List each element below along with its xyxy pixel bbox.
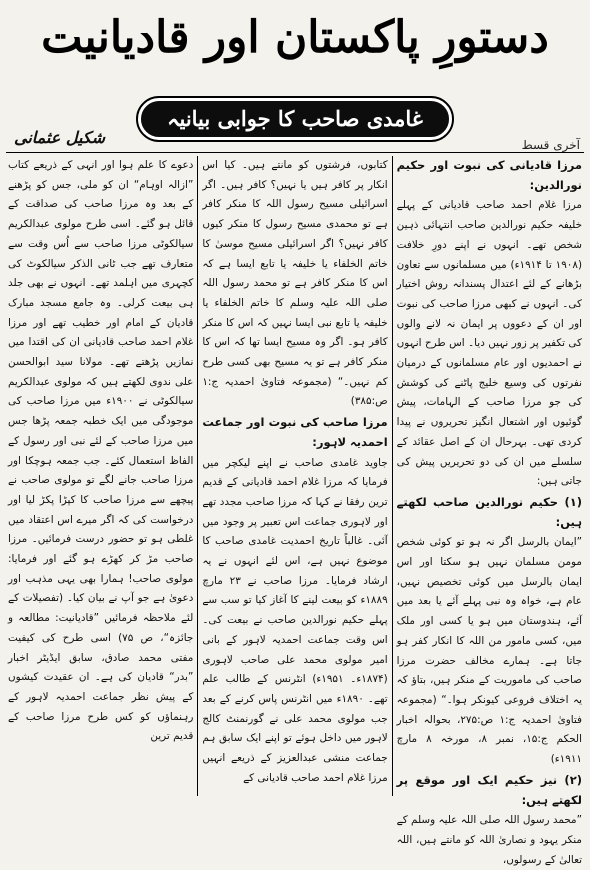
column-rule bbox=[392, 156, 393, 796]
column-2 bbox=[200, 156, 389, 796]
author-byline: شکیل عثمانی bbox=[14, 128, 106, 147]
section-heading: مرزا قادیانی کی نبوت اور حکیم نورالدین: bbox=[396, 158, 582, 192]
column-rule bbox=[197, 156, 198, 796]
column-1 bbox=[395, 156, 584, 866]
article-subtitle-banner: غامدی صاحب کا جوابی بیانیہ bbox=[138, 98, 452, 140]
paragraph: کتابوں، فرشتوں کو مانتے ہیں۔ کیا اس انکار پر کافر ہیں یا نہیں؟ کافر ہیں۔ اگر اسرائیلی مسیح رسول اللہ کا منکر کافر ہے تو محمدی مسیح رسول کا منکر کیوں کافر نہیں؟ اگر اسرائیلی مسیح موسیٰ کا خاتم الخلفاء یا خلیفہ یا تابع ایسا ہے کہ اس کا منکر کافر ہے تو محمد رسول اللہ صلی اللہ علیہ وسلم کا خاتم الخلفاء یا خلیفہ یا تابع نبی ایسا نہیں کہ اس کا منکر کافر ہو۔ اگر وہ مسیح ایسا تھا کہ اس کا منکر کافر ہے تو یہ مسیح بھی کسی طرح کم نہیں۔“ (مجموعہ فتاویٰ احمدیہ ج:۱ ص:۳۸۵) bbox=[202, 159, 388, 408]
paragraph: مرزا غلام احمد صاحب قادیانی کے پہلے خلیفہ حکیم نورالدین صاحب انتہائی ذہین شخص تھے۔ انہوں نے اپنے دورِ خلافت (۱۹۰۸ تا ۱۹۱۴ء) میں مسلمانوں سے تعاون بڑھانے کے لئے اعتدال پسندانہ روش اختیار کی۔ انہوں نے کبھی مرزا صاحب کی نبوت اور ان کے دعووں پر ایمان نہ لانے والوں کی تکفیر پر زور نہیں دیا۔ اس طرح انہوں نے احمدیوں اور عام مسلمانوں کے درمیان نفرتوں کی وسیع خلیج پاٹنے کی کوشش کی جو مرزا صاحب کے الہامات، پیش گوئیوں اور اشتعال انگیز تحریروں نے پیدا کردی تھی۔ بہرحال ان کے اصل عقائد کے سلسلے میں ان کی دو تحریریں پیش کی جاتی ہیں: bbox=[396, 199, 582, 488]
section-heading: (۱) حکیم نورالدین صاحب لکھتے ہیں: bbox=[396, 494, 582, 529]
article-columns bbox=[6, 156, 584, 866]
section-heading: (۲) نیز حکیم ایک اور موقع پر لکھتے ہیں: bbox=[396, 772, 582, 807]
column-3 bbox=[6, 156, 195, 796]
paragraph: ”محمد رسول اللہ صلی اللہ علیہ وسلم کے منکر یہود و نصاریٰ اللہ کو مانتے ہیں، اللہ تعالیٰ کے رسولوں، bbox=[396, 814, 582, 866]
article-title: دستورِ پاکستان اور قادیانیت bbox=[41, 12, 549, 63]
section-heading: مرزا صاحب کی نبوت اور جماعت احمدیہ لاہور: bbox=[202, 415, 388, 449]
paragraph: جاوید غامدی صاحب نے اپنے لیکچر میں فرمایا کہ مرزا غلام احمد قادیانی کے قدیم ترین رفقا نے کہا کہ مرزا صاحب مجدد تھے اور لاہوری جماعت اس تعبیر پر وجود میں آئی۔ غالباً تاریخ احمدیت غامدی صاحب کا موضوع نہیں ہے، اس لئے انہوں نے یہ ارشاد فرمایا۔ مرزا صاحب نے ۲۳ مارچ ۱۸۸۹ء کو بیعت لینے کا آغاز کیا تو سب سے پہلے حکیم نورالدین صاحب نے بیعت کی۔ اس وقت جماعت احمدیہ لاہور کے بانی امیر مولوی محمد علی صاحب لاہوری (۱۸۷۴ء۔ ۱۹۵۱ء) انٹرنس کے طالب علم تھے۔ ۱۸۹۰ء میں انٹرنس پاس کرنے کے بعد جب مولوی محمد علی نے گورنمنٹ کالج لاہور میں داخل ہوئے تو اپنے ایک سابق ہم جماعت منشی عبدالعزیز کے ذریعے انہیں مرزا غلام احمد صاحب قادیانی کے bbox=[202, 456, 388, 784]
paragraph: ”ایمان بالرسل اگر نہ ہو تو کوئی شخص مومن مسلمان نہیں ہو سکتا اور اس ایمان بالرسل میں کوئی تخصیص نہیں، عام ہے، خواہ وہ نبی پہلے آئے یا بعد میں آئے، ہندوستان میں ہو یا کسی اور ملک میں، کسی مامور من اللہ کا انکار کفر ہو جاتا ہے۔ ہمارے مخالف حضرت مرزا صاحب کی ماموریت کے منکر ہیں، بتاؤ کہ یہ اختلاف فروعی کیونکر ہوا۔“ (مجموعہ فتاویٰ احمدیہ ج:۱ ص:۲۷۵، بحوالہ اخبار الحکم ج:۱۵، نمبر ۸، مورخہ ۸ مارچ ۱۹۱۱ء) bbox=[396, 536, 582, 766]
masthead bbox=[0, 0, 590, 131]
paragraph: دعوے کا علم ہوا اور انہی کے ذریعے کتاب ”ازالہ اوہام“ ان کو ملی، جس کو پڑھنے کے بعد وہ مرزا صاحب کی صداقت کے قائل ہو گئے۔ اسی طرح مولوی عبدالکریم سیالکوٹی مرزا صاحب سے اُس وقت سے متعارف تھے جب ٹانی الذکر سیالکوٹ کی کچہری میں اہلمد تھے۔ انہوں نے بھی جلد ہی بیعت کرلی۔ وہ جامع مسجد مبارک قادیان کے امام اور خطیب تھے اور مرزا غلام احمد صاحب قادیانی ان کی اقتدا میں نمازیں پڑھتے تھے۔ مولانا سید ابوالحسن علی ندوی لکھتے ہیں کہ مولوی عبدالکریم سیالکوٹی نے ۱۹۰۰ء میں مرزا صاحب کی موجودگی میں ایک خطبہ جمعہ پڑھا جس میں مرزا صاحب کے لئے نبی اور رسول کے الفاظ استعمال کئے۔ جب جمعہ ہوچکا اور مرزا صاحب جانے لگے تو مولوی صاحب نے پیچھے سے مرزا صاحب کا کپڑا پکڑ لیا اور درخواست کی کہ اگر میرے اس اعتقاد میں غلطی ہو تو حضور درست فرمائیں۔ مرزا صاحب مڑ کر کھڑے ہو گئے اور فرمایا: مولوی صاحب! ہمارا بھی یہی مذہب اور دعویٰ ہے جو آپ نے بیان کیا۔ (تفصیلات کے لئے ملاحظہ فرمائیں ”قادیانیت: مطالعہ و جائزہ“، ص ۷۵) اسی طرح کی کیفیت مفتی محمد صادق، سابق ایڈیٹر اخبار ”بدر“ قادیان کی ہے۔ ان عقیدت کیشوں کے پیش نظر جماعت احمدیہ لاہور کے رہنماؤں کو کس طرح مرزا صاحب کے قدیم ترین bbox=[8, 159, 194, 743]
installment-label: آخری قسط bbox=[521, 138, 580, 152]
header-divider bbox=[6, 152, 584, 153]
